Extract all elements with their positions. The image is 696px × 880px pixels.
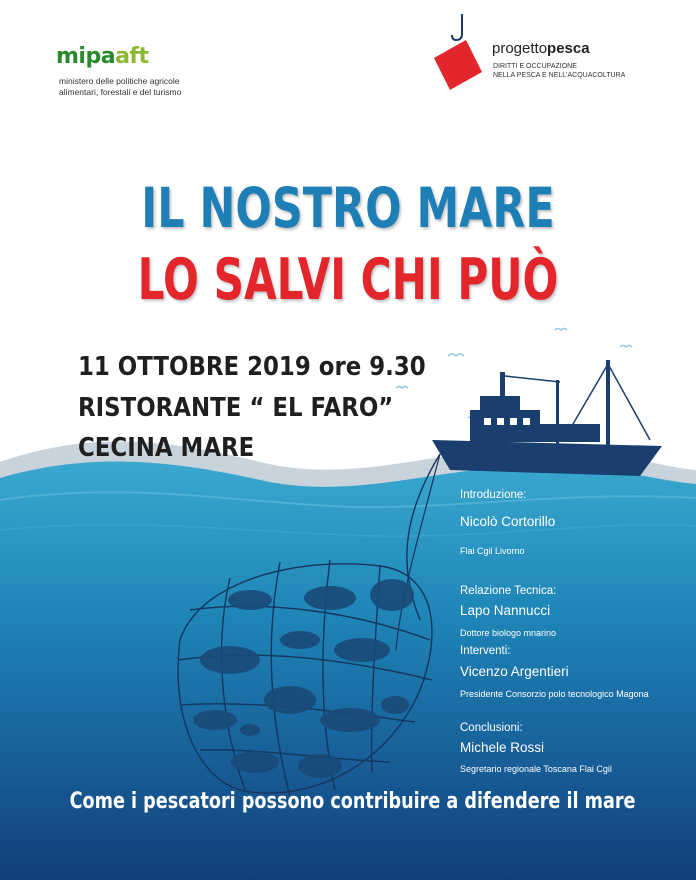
mipaaft-logo: [56, 44, 149, 69]
program-affiliation-interventi: Presidente Consorzio polo tecnologico Magona: [460, 689, 649, 699]
program-name-introduzione: Nicolò Cortorillo: [460, 514, 556, 529]
program-role-interventi: Interventi:: [460, 645, 511, 657]
footer-tagline: Come i pescatori possono contribuire a difendere il mare: [69, 789, 636, 814]
main-title-line1: IL NOSTRO MARE: [141, 176, 555, 240]
program-affiliation-introduzione: Flai Cgil Livorno: [460, 546, 525, 556]
event-venue: RISTORANTE “ EL FARO”: [78, 393, 394, 423]
progettopesca-subtitle-line1: DIRITTI E OCCUPAZIONE: [493, 63, 577, 70]
progettopesca-subtitle-line2: NELLA PESCA E NELL'ACQUACOLTURA: [493, 72, 626, 79]
program-name-conclusioni: Michele Rossi: [460, 740, 545, 755]
program-role-conclusioni: Conclusioni:: [460, 722, 523, 734]
event-place: CECINA MARE: [78, 433, 255, 463]
program-name-interventi: Vicenzo Argentieri: [460, 664, 569, 679]
program-affiliation-conclusioni: Segretario regionale Toscana Flai Cgil: [460, 764, 612, 774]
mipaaft-subtitle-line2: alimentari, forestali e del turismo: [59, 87, 182, 97]
program-name-relazione: Lapo Nannucci: [460, 603, 551, 618]
mipaaft-logo-text-part1: mipa: [56, 44, 116, 69]
program-affiliation-relazione: Dottore biologo mnarino: [460, 628, 557, 638]
progettopesca-logo-icon: [424, 12, 494, 102]
program-role-relazione: Relazione Tecnica:: [460, 585, 557, 597]
program-role-introduzione: Introduzione:: [460, 489, 527, 501]
main-title-line2: LO SALVI CHI PUÒ: [137, 247, 559, 313]
fishing-boat-icon: [432, 360, 662, 476]
progettopesca-text-part1: progetto: [492, 40, 548, 57]
mipaaft-subtitle: [59, 76, 209, 98]
progettopesca-text-part2: pesca: [547, 40, 590, 57]
event-date-time: 11 OTTOBRE 2019 ore 9.30: [78, 352, 426, 382]
progettopesca-logo: [492, 40, 590, 57]
progettopesca-subtitle: [493, 62, 653, 80]
mipaaft-subtitle-line1: ministero delle politiche agricole: [59, 76, 180, 86]
mipaaft-logo-text-part2: aft: [115, 44, 149, 69]
